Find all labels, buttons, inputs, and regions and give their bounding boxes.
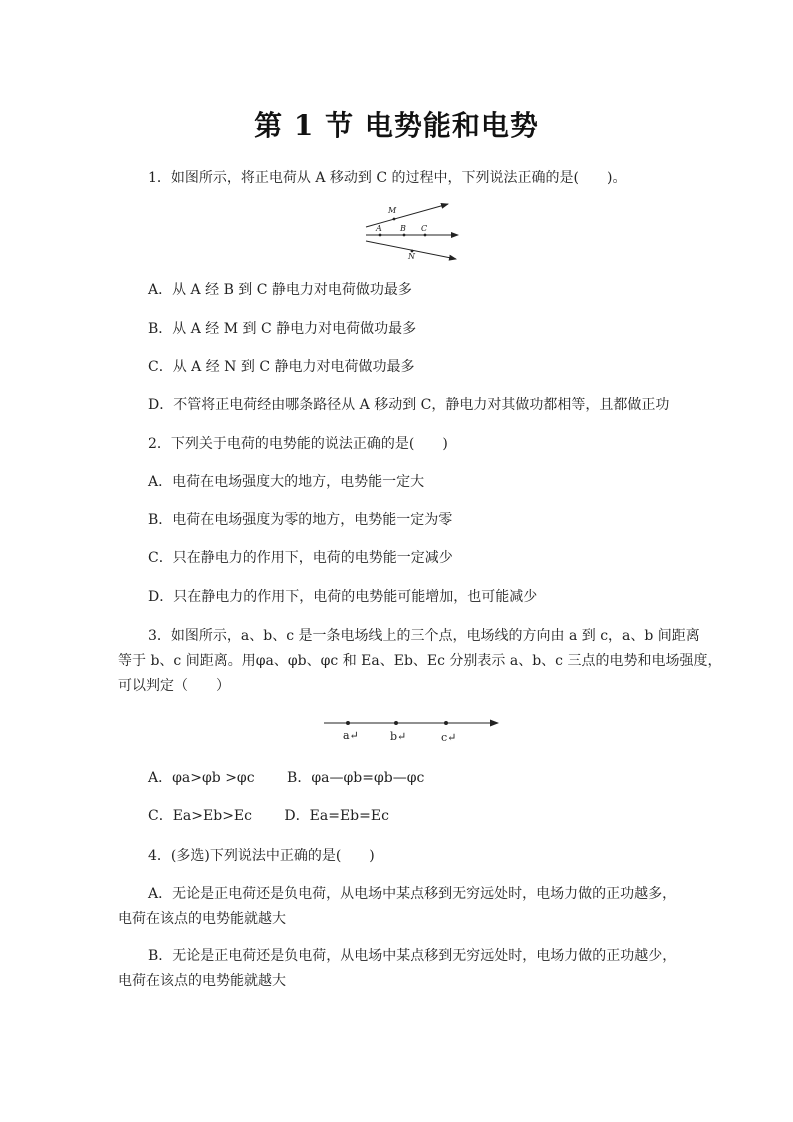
page-title: 第 1 节 电势能和电势: [254, 109, 539, 142]
q3-stem-line-2: 等于 b、c 间距离。用φa、φb、φc 和 Ea、Eb、Ec 分别表示 a、b、c 三点的电势和电场强度，: [118, 653, 722, 669]
q4-option-a-line-2: 电荷在该点的电势能就越大: [118, 911, 286, 927]
q1-stem: 1．如图所示，将正电荷从 A 移动到 C 的过程中，下列说法正确的是( )。: [148, 170, 627, 186]
q4-option-b-line-2: 电荷在该点的电势能就越大: [118, 973, 286, 989]
q4-option-b-line-1: B．无论是正电荷还是负电荷，从电场中某点移到无穷远处时，电场力做的正功越少，: [148, 948, 677, 964]
q1-point-b: [403, 234, 406, 237]
q1-option-a: A．从 A 经 B 到 C 静电力对电荷做功最多: [148, 282, 412, 298]
q3-point-a: [346, 721, 350, 725]
q3-figure: [322, 712, 504, 746]
q3-options-ab: A．φa>φb >φc B．φa—φb=φb—φc: [148, 770, 425, 786]
q2-option-d: D．只在静电力的作用下，电荷的电势能可能增加，也可能减少: [148, 589, 538, 605]
q1-label-c: C: [421, 224, 428, 233]
q3-point-c: [444, 721, 448, 725]
q1-point-m: [393, 218, 396, 221]
q3-label-a: a↵: [343, 729, 359, 742]
q2-option-c: C．只在静电力的作用下，电荷的电势能一定减少: [148, 550, 453, 566]
q4-stem: 4．(多选)下列说法中正确的是( ): [148, 848, 375, 864]
q1-label-b: B: [400, 224, 406, 233]
q1-figure: [360, 200, 470, 264]
q3-label-b: b↵: [390, 730, 407, 743]
q3-point-b: [394, 721, 398, 725]
q2-option-a: A．电荷在电场强度大的地方，电势能一定大: [148, 474, 425, 490]
q1-label-m: M: [388, 206, 397, 215]
q1-label-a: A: [376, 224, 382, 233]
q3-stem-line-1: 3．如图所示，a、b、c 是一条电场线上的三个点，电场线的方向由 a 到 c，a、b 间距离: [148, 628, 700, 644]
q3-stem-line-3: 可以判定（ ）: [118, 678, 230, 694]
q2-option-b: B．电荷在电场强度为零的地方，电势能一定为零: [148, 512, 453, 528]
q1-point-a: [379, 234, 382, 237]
q1-option-c: C．从 A 经 N 到 C 静电力对电荷做功最多: [148, 359, 415, 375]
q1-label-n: N: [408, 252, 415, 261]
q1-option-d: D．不管将正电荷经由哪条路径从 A 移动到 C，静电力对其做功都相等，且都做正功: [148, 397, 670, 413]
q3-label-c: c↵: [441, 731, 457, 744]
q3-options-cd: C．Ea>Eb>Ec D．Ea=Eb=Ec: [148, 808, 389, 824]
q1-point-c: [424, 234, 427, 237]
q4-option-a-line-1: A．无论是正电荷还是负电荷，从电场中某点移到无穷远处时，电场力做的正功越多，: [148, 886, 677, 902]
q2-stem: 2．下列关于电荷的电势能的说法正确的是( ): [148, 436, 448, 452]
q1-option-b: B．从 A 经 M 到 C 静电力对电荷做功最多: [148, 321, 417, 337]
